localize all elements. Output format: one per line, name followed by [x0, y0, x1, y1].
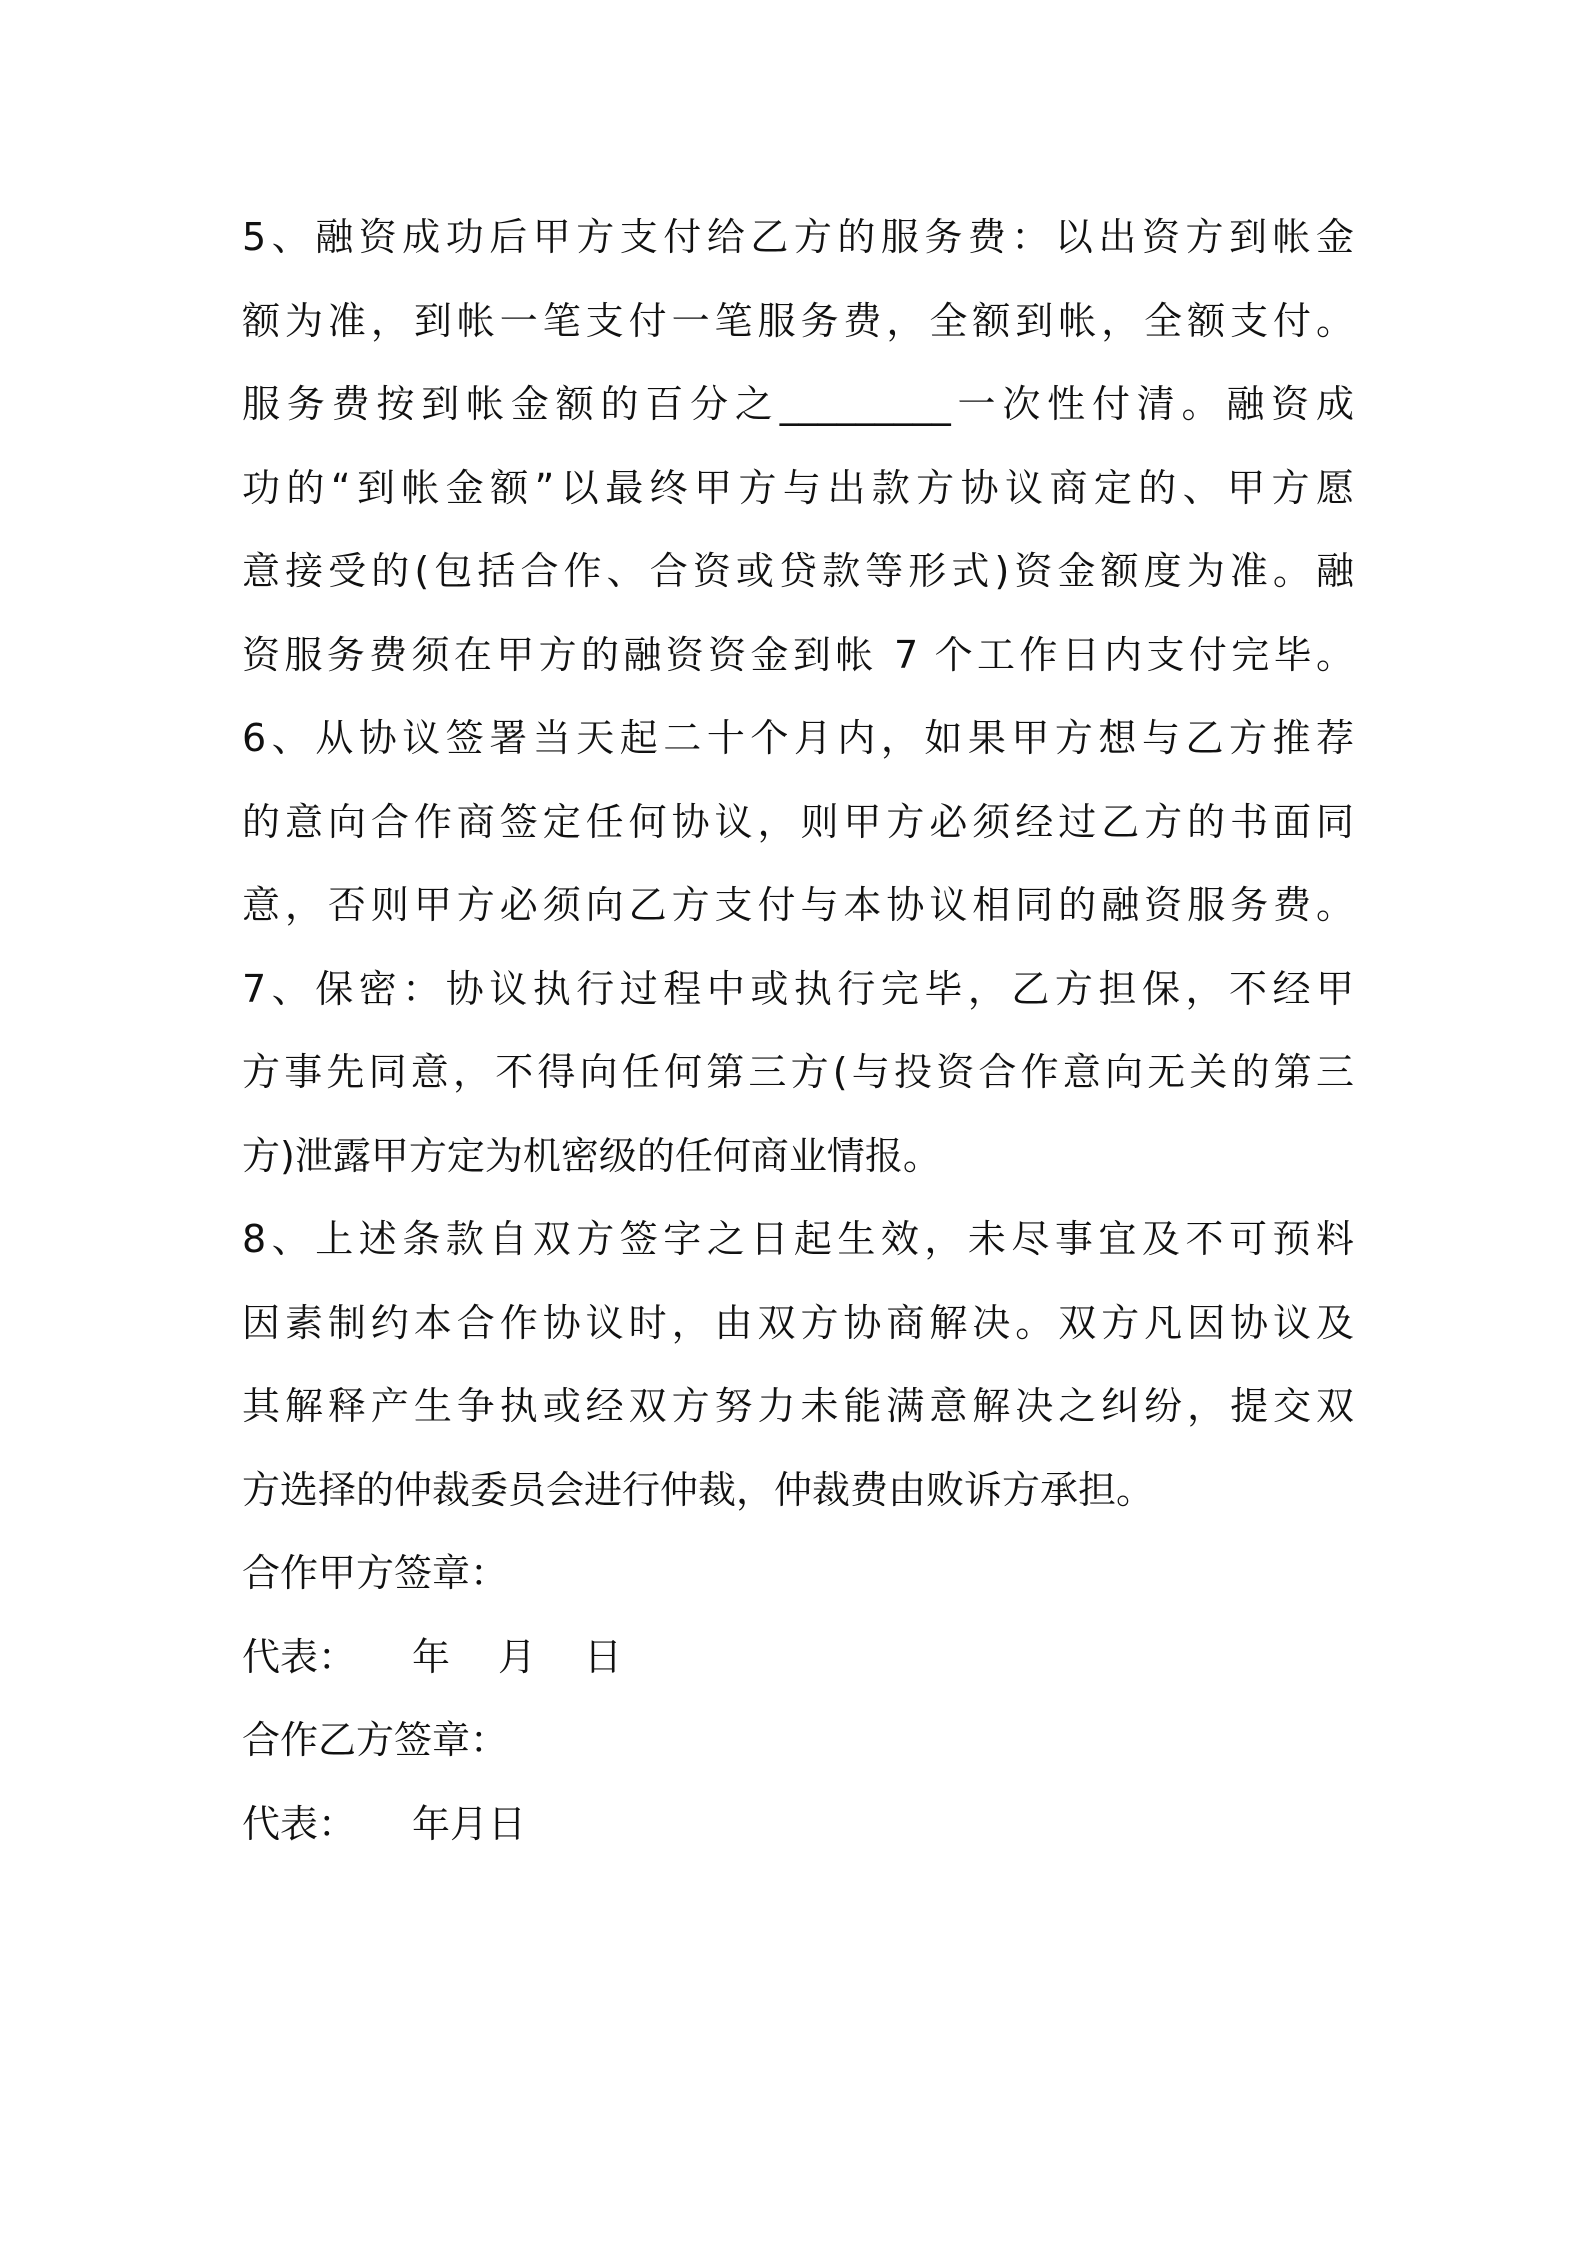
- clause-5-line-4: 功的“到帐金额”以最终甲方与出款方协议商定的、甲方愿: [242, 465, 1354, 510]
- party-a-representative-row: [242, 1616, 1354, 1700]
- clause-5-line-2: 额为准，到帐一笔支付一笔服务费，全额到帐，全额支付。: [242, 298, 1354, 343]
- document-body: [242, 196, 1354, 1866]
- party-a-signature-row: [242, 1532, 1354, 1616]
- party-a-day-label: 日: [584, 1634, 623, 1679]
- clause-7-line-2: 方事先同意，不得向任何第三方(与投资合作意向无关的第三: [242, 1050, 1354, 1094]
- party-a-year-label: 年: [412, 1634, 451, 1679]
- party-b-representative-row: [242, 1783, 1354, 1867]
- clause-6-line-2: 的意向合作商签定任何协议，则甲方必须经过乙方的书面同: [242, 799, 1354, 844]
- party-a-representative-label: 代表：: [242, 1634, 357, 1679]
- clause-5: [242, 196, 1354, 697]
- clause-6-line-3: 意，否则甲方必须向乙方支付与本协议相同的融资服务费。: [242, 883, 1354, 927]
- clause-8-line-4: 方选择的仲裁委员会进行仲裁，仲裁费由败诉方承担。: [242, 1467, 1155, 1512]
- clause-7: [242, 948, 1354, 1199]
- party-a-month-label: 月: [498, 1634, 537, 1679]
- clause-5-line-3: 服务费按到帐金额的百分之_________一次性付清。融资成: [242, 382, 1354, 426]
- clause-6-line-1: 6、从协议签署当天起二十个月内，如果甲方想与乙方推荐: [242, 716, 1354, 760]
- clause-6: [242, 697, 1354, 948]
- party-b-representative-label: 代表：: [242, 1801, 357, 1846]
- clause-7-line-3: 方)泄露甲方定为机密级的任何商业情报。: [242, 1133, 941, 1178]
- clause-8-line-2: 因素制约本合作协议时，由双方协商解决。双方凡因协议及: [242, 1300, 1354, 1345]
- clause-8: [242, 1198, 1354, 1532]
- party-b-signature-label: 合作乙方签章：: [242, 1718, 509, 1762]
- clause-8-line-3: 其解释产生争执或经双方努力未能满意解决之纠纷，提交双: [242, 1384, 1354, 1428]
- clause-8-line-1: 8、上述条款自双方签字之日起生效，未尽事宜及不可预料: [242, 1217, 1354, 1261]
- party-b-date-label: 年月日: [412, 1801, 527, 1846]
- party-a-signature-label: 合作甲方签章：: [242, 1551, 509, 1595]
- clause-7-line-1: 7、保密：协议执行过程中或执行完毕，乙方担保，不经甲: [242, 966, 1354, 1011]
- party-b-signature-row: [242, 1699, 1354, 1783]
- clause-5-line-5: 意接受的(包括合作、合资或贷款等形式)资金额度为准。融: [242, 549, 1354, 593]
- clause-5-line-1: 5、融资成功后甲方支付给乙方的服务费：以出资方到帐金: [242, 215, 1354, 259]
- signature-block: [242, 1532, 1354, 1866]
- clause-5-line-6: 资服务费须在甲方的融资资金到帐 7 个工作日内支付完毕。: [242, 632, 1354, 677]
